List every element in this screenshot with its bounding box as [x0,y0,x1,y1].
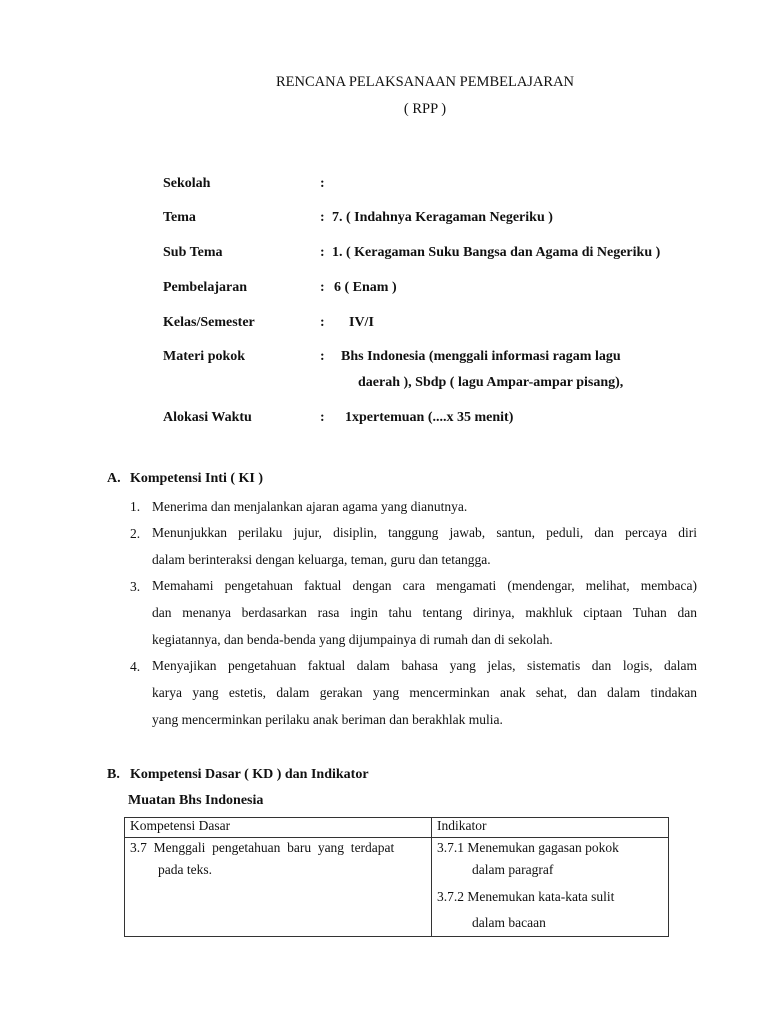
section-a-heading: Kompetensi Inti ( KI ) [130,471,263,486]
kd-text-line2: pada teks. [158,862,212,877]
kd-cell [125,838,432,937]
table-row [125,838,669,937]
ki-line: Menunjukkan perilaku jujur, disiplin, tanggung jawab, santun, peduli, dan percaya diri [152,525,697,540]
ki-number: 2. [130,526,141,541]
colon-tema: : [320,210,325,225]
indikator-item-2-cont: dalam bacaan [472,915,546,930]
colon-sub-tema: : [320,245,325,260]
kd-text-line1: 3.7 Menggali pengetahuan baru yang terdapat [130,840,395,855]
kd-column-header: Kompetensi Dasar [125,818,432,838]
colon-kelas-semester: : [320,315,325,330]
value-materi-pokok-line1: Bhs Indonesia (menggali informasi ragam lagu [341,349,621,364]
colon-materi-pokok: : [320,349,325,364]
label-pembelajaran: Pembelajaran [163,280,247,295]
label-sekolah: Sekolah [163,176,211,191]
ki-number: 4. [130,659,141,674]
ki-number: 1. [130,499,141,514]
label-alokasi-waktu: Alokasi Waktu [163,410,252,425]
ki-line: dan menanya berdasarkan rasa ingin tahu tentang dirinya, makhluk ciptaan Tuhan dan [152,605,697,620]
value-sub-tema: 1. ( Keragaman Suku Bangsa dan Agama di Negeriku ) [332,245,661,260]
value-alokasi-waktu: 1xpertemuan (....x 35 menit) [345,410,514,425]
label-sub-tema: Sub Tema [163,245,223,260]
section-a-marker: A. [107,471,121,486]
colon-sekolah: : [320,176,325,191]
table-header-row [125,818,669,838]
indikator-cell [432,838,669,937]
label-kelas-semester: Kelas/Semester [163,315,255,330]
kd-table [124,817,669,937]
ki-line: Menyajikan pengetahuan faktual dalam bahasa yang jelas, sistematis dan logis, dalam [152,658,697,673]
label-materi-pokok: Materi pokok [163,349,246,364]
section-b-marker: B. [107,767,120,782]
value-kelas-semester: IV/I [349,315,374,330]
ki-line: kegiatannya, dan benda-benda yang dijumpainya di rumah dan di sekolah. [152,632,553,647]
section-b-heading: Kompetensi Dasar ( KD ) dan Indikator [130,767,369,782]
ki-line: dalam berinteraksi dengan keluarga, teman, guru dan tetangga. [152,552,491,567]
ki-line: Memahami pengetahuan faktual dengan cara mengamati (mendengar, melihat, membaca) [152,578,697,593]
label-tema: Tema [163,210,196,225]
value-materi-pokok-line2: daerah ), Sbdp ( lagu Ampar-ampar pisang), [358,375,624,390]
section-b-subheading: Muatan Bhs Indonesia [128,793,264,808]
ki-number: 3. [130,579,141,594]
colon-alokasi-waktu: : [320,410,325,425]
indikator-column-header: Indikator [432,818,669,838]
ki-line: yang mencerminkan perilaku anak beriman dan berakhlak mulia. [152,712,503,727]
document-subtitle: ( RPP ) [403,101,447,117]
ki-line: Menerima dan menjalankan ajaran agama yang dianutnya. [152,499,468,514]
value-tema: 7. ( Indahnya Keragaman Negeriku ) [332,210,553,225]
colon-pembelajaran: : [320,280,325,295]
document-title: RENCANA PELAKSANAAN PEMBELAJARAN [275,74,575,90]
indikator-item-2: 3.7.2 Menemukan kata-kata sulit [437,889,615,904]
value-pembelajaran: 6 ( Enam ) [334,280,397,295]
indikator-item-1: 3.7.1 Menemukan gagasan pokok [437,840,619,855]
ki-line: karya yang estetis, dalam gerakan yang mencerminkan anak sehat, dan dalam tindakan [152,685,697,700]
indikator-item-1-cont: dalam paragraf [472,862,554,877]
